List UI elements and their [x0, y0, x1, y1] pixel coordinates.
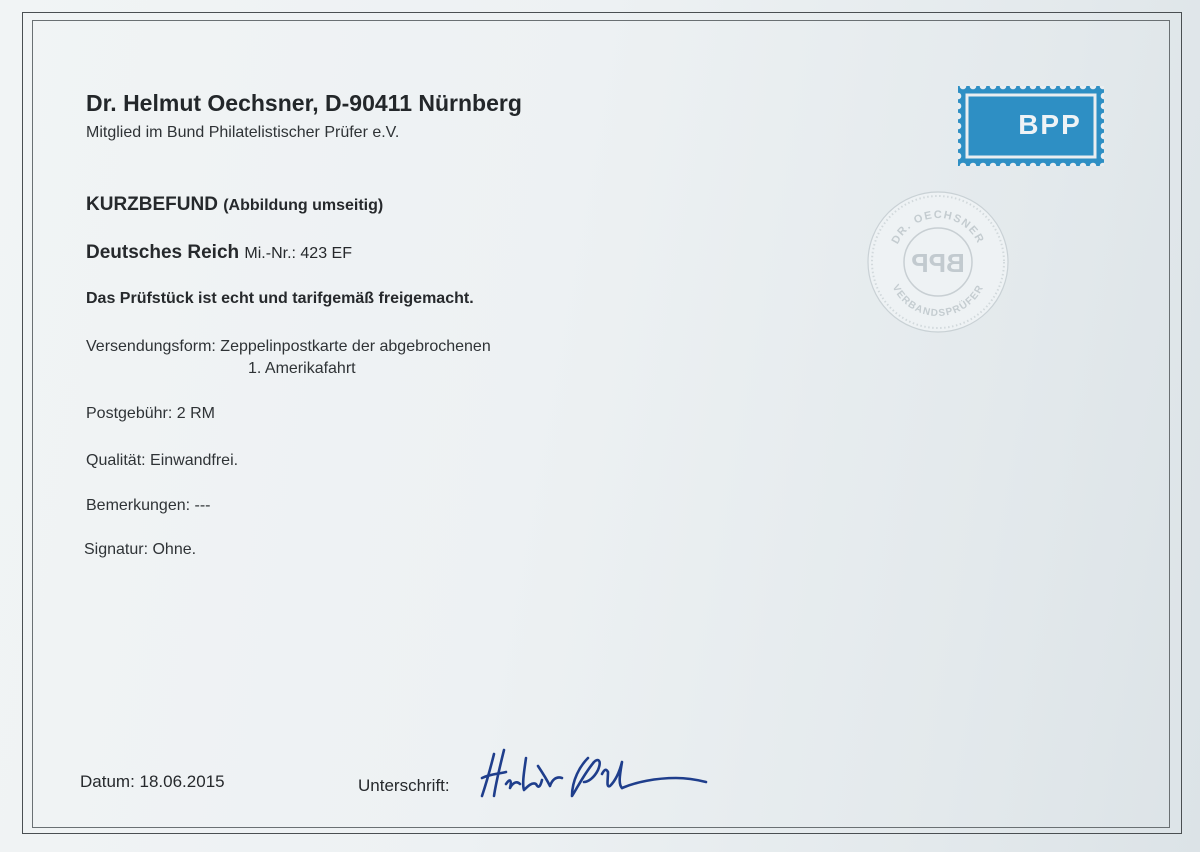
- date-field: Datum: 18.06.2015: [80, 772, 225, 791]
- report-title-main: KURZBEFUND: [86, 194, 218, 215]
- signature-marking-line: Signatur: Ohne.: [84, 541, 197, 558]
- seal-top-text: DR. OECHSNER: [889, 208, 987, 247]
- quality-line: Qualität: Einwandfrei.: [86, 452, 239, 469]
- bpp-logo-icon: [958, 86, 1104, 166]
- report-title: [86, 194, 383, 216]
- postage-line: Postgebühr: 2 RM: [86, 405, 215, 422]
- versendungsform-line: Versendungsform: Zeppelinpostkarte der abgebrochenen: [86, 338, 491, 355]
- versendungsform-line-2: 1. Amerikafahrt: [248, 360, 356, 377]
- catalog-number: Mi.-Nr.: 423 EF: [244, 245, 352, 262]
- seal-center-text: BPP: [911, 248, 965, 278]
- country-name: Deutsches Reich: [86, 242, 240, 263]
- handwritten-signature-icon: [476, 744, 712, 810]
- bpp-logo-text: BPP: [1018, 109, 1082, 140]
- examiner-name: Dr. Helmut Oechsner, D-90411 Nürnberg: [86, 90, 522, 116]
- report-title-note: (Abbildung umseitig): [223, 197, 384, 214]
- embossed-seal-icon: [864, 188, 1012, 336]
- membership-line: Mitglied im Bund Philatelistischer Prüfer e.V.: [86, 124, 400, 141]
- item-description: [86, 242, 352, 264]
- authenticity-statement: Das Prüfstück ist echt und tarifgemäß freigemacht.: [86, 290, 474, 307]
- signature-label: Unterschrift:: [358, 776, 450, 795]
- seal-bottom-text: VERBANDSPRÜFER: [889, 282, 987, 320]
- remarks-line: Bemerkungen: ---: [86, 497, 211, 514]
